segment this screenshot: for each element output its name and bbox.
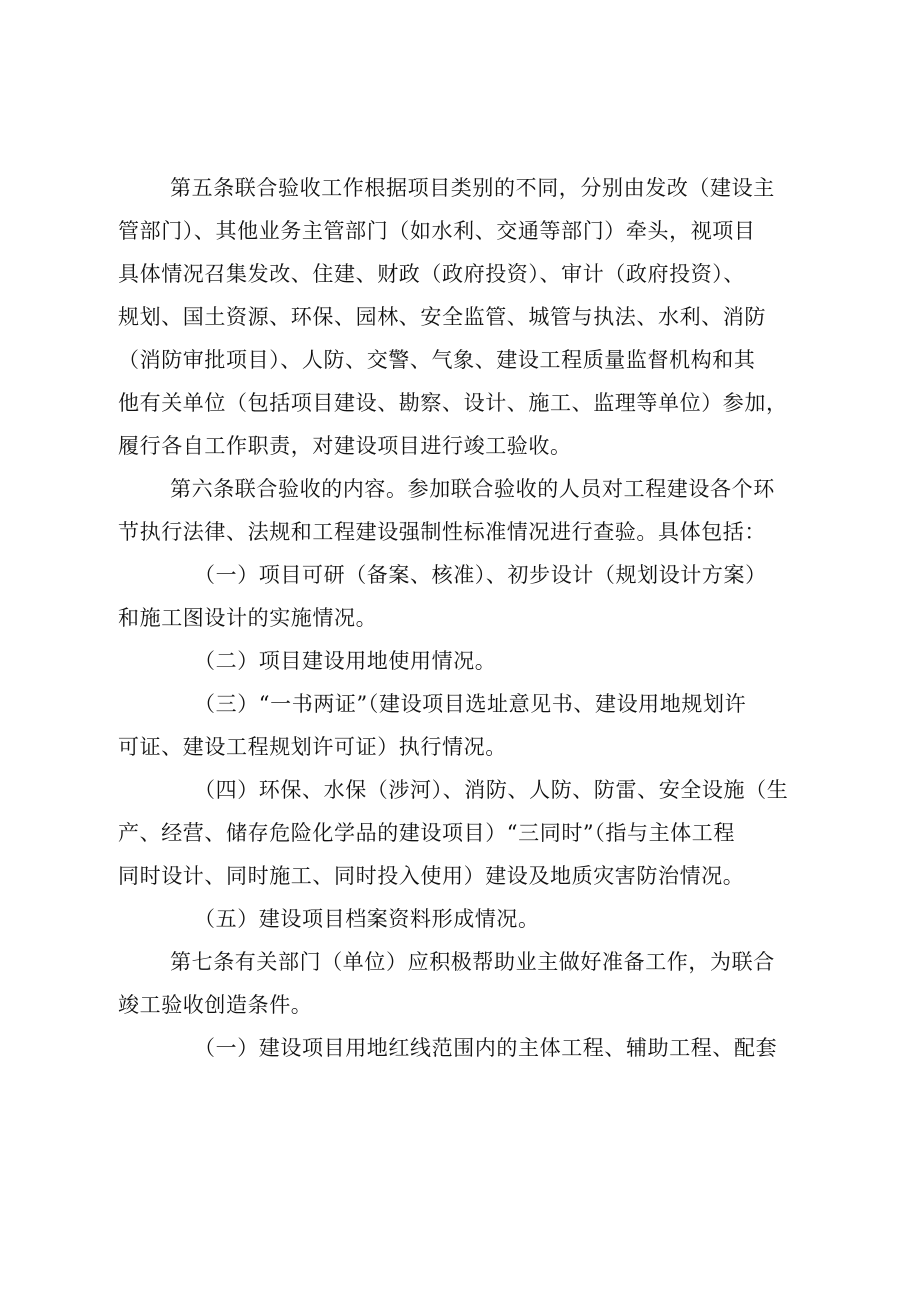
article-7-item-1-line-1: （一）建设项目用地红线范围内的主体工程、辅助工程、配套 <box>194 1036 778 1060</box>
item-4-line-3: 同时设计、同时施工、同时投入使用）建设及地质灾害防治情况。 <box>118 864 745 888</box>
article-7-line-1: 第七条有关部门（单位）应积极帮助业主做好准备工作，为联合 <box>170 950 775 974</box>
article-5-line-7: 履行各自工作职责，对建设项目进行竣工验收。 <box>118 434 572 458</box>
item-3-line-2: 可证、建设工程规划许可证）执行情况。 <box>118 735 507 759</box>
article-5-line-1: 第五条联合验收工作根据项目类别的不同，分别由发改（建设主 <box>170 176 775 200</box>
article-5-line-3: 具体情况召集发改、住建、财政（政府投资）、审计（政府投资）、 <box>118 262 745 286</box>
article-5-line-5: （消防审批项目）、人防、交警、气象、建设工程质量监督机构和其 <box>118 348 756 372</box>
item-3-line-1: （三）“一书两证”（建设项目选址意见书、建设用地规划许 <box>194 692 747 716</box>
article-6-line-2: 节执行法律、法规和工程建设强制性标准情况进行查验。具体包括： <box>118 520 766 544</box>
article-7-line-2: 竣工验收创造条件。 <box>118 993 313 1017</box>
article-5-line-6: 他有关单位（包括项目建设、勘察、设计、施工、监理等单位）参加， <box>118 391 788 415</box>
item-2-line-1: （二）项目建设用地使用情况。 <box>194 649 497 673</box>
item-4-line-2: 产、经营、储存危险化学品的建设项目）“三同时”（指与主体工程 <box>118 821 735 845</box>
item-4-line-1: （四）环保、水保（涉河）、消防、人防、防雷、安全设施（生 <box>194 778 789 802</box>
item-5-line-1: （五）建设项目档案资料形成情况。 <box>194 907 540 931</box>
item-1-line-2: 和施工图设计的实施情况。 <box>118 606 378 630</box>
article-6-line-1: 第六条联合验收的内容。参加联合验收的人员对工程建设各个环 <box>170 477 775 501</box>
article-5-line-2: 管部门）、其他业务主管部门（如水利、交通等部门）牵头，视项目 <box>118 219 756 243</box>
item-1-line-1: （一）项目可研（备案、核准）、初步设计（规划设计方案） <box>194 563 767 587</box>
article-5-line-4: 规划、国土资源、环保、园林、安全监管、城管与执法、水利、消防 <box>118 305 766 329</box>
